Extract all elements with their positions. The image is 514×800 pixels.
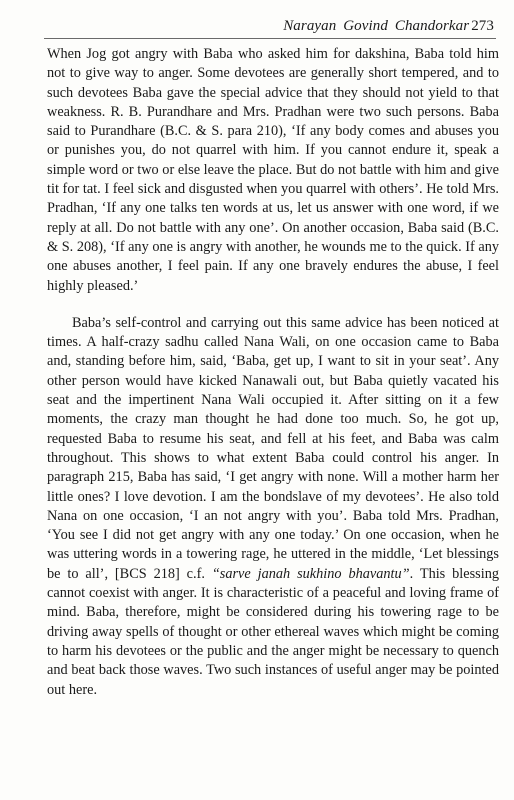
paragraph-2-part-1: Baba’s self-control and carrying out this same advice has been noticed at times. A half-crazy sadhu called Nana Wali, on one occasion came to Baba and, standing before him, said, ‘Baba, get up, I want to sit in your seat’. Any other person would have kicked Nanawali out, but Baba quietly vacated his seat and the impertinent Nana Wali occupied it. After sitting on it a few moments, the crazy man thought he had done too much. So, he got up, requested Baba to resume his seat, and fell at his feet, and Baba was calm throughout. This shows to what extent Baba could control his anger. In paragraph 215, Baba has said, ‘I get angry with none. Will a mother harm her little ones? I love devotion. I am the bondslave of my devotees’. He also told Nana on one occasion, ‘I an not angry with you’. Baba told Mrs. Pradhan, ‘You see I did not get angry with any one today.’ On one occasion, when he was uttering words in a towering rage, he uttered in the middle, ‘Let blessings be to all’, [BCS 218] c.f. (47, 314, 499, 582)
body-text (47, 45, 499, 700)
header-rule (44, 38, 496, 39)
paragraph-1: When Jog got angry with Baba who asked him for dakshina, Baba told him not to give way to anger. Some devotees are generally short tempered, and to such devotees Baba gave the special advice that they should not yield to that weakness. R. B. Purandhare and Mrs. Pradhan were two such persons. Baba said to Purandhare (B.C. & S. para 210), ‘If any body comes and abuses you or punishes you, do not quarrel with him. If you cannot endure it, speak a simple word or two or else leave the place. But do not battle with him and give tit for tat. I feel sick and disgusted when you quarrel with others’. He told Mrs. Pradhan, ‘If any one talks ten words at us, let us answer with one word, if we reply at all. Do not battle with any one’. On another occasion, Baba said (B.C. & S. 208), ‘If any one is angry with another, he wounds me to the quick. If any one abuses another, I feel pain. If any one bravely endures the abuse, I feel highly pleased.’ (47, 46, 499, 294)
paragraph-2-part-2: . This blessing cannot coexist with anger. It is characteristic of a peaceful and loving frame of mind. Baba, therefore, might be considered during his towering rage to be driving away spells of thought or other ethereal waves which might be coming to harm his devotees or the public and the anger might be necessary to quench and beat back those waves. Two such instances of useful anger may be pointed out here. (47, 565, 500, 698)
sanskrit-quote: “sarve janah sukhino bhavantu” (211, 565, 410, 582)
page-number: 273 (471, 18, 494, 34)
running-head (283, 17, 494, 35)
running-head-title: Narayan Govind Chandorkar (283, 18, 470, 34)
paragraph-2 (47, 314, 499, 700)
